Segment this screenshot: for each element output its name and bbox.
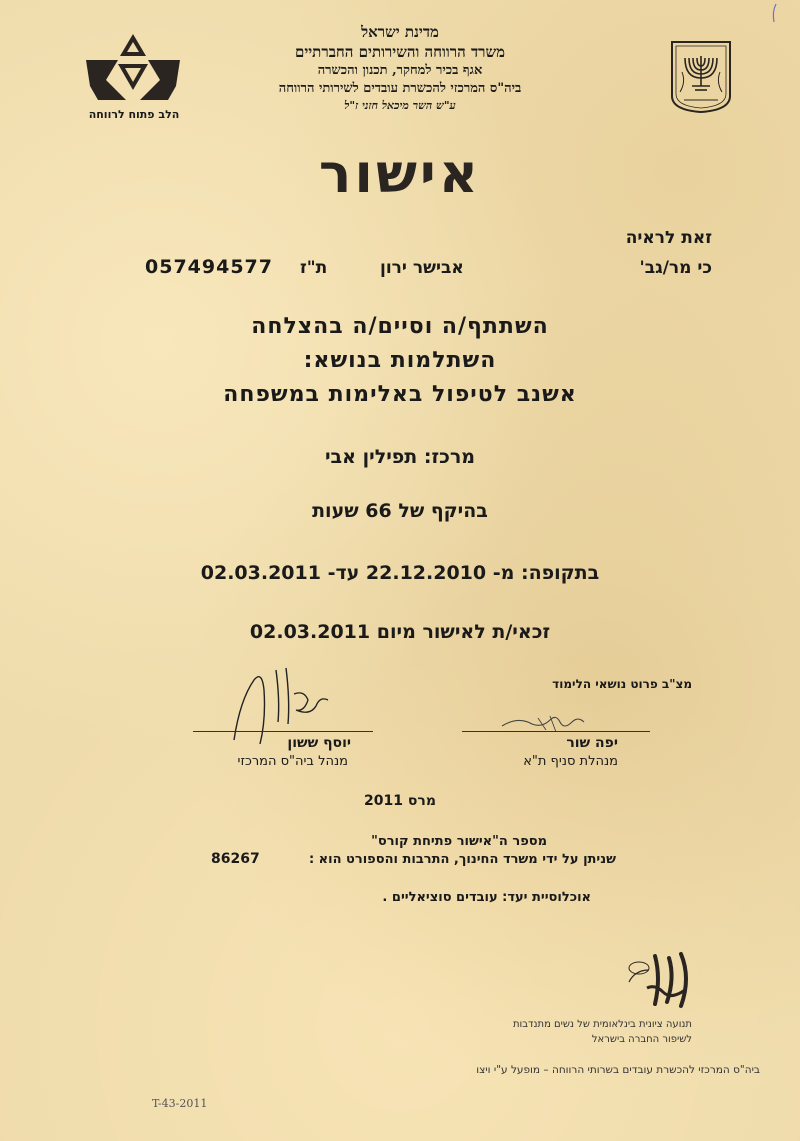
logo-caption: הלב פתוח לרווחה <box>88 108 180 121</box>
ministry-name: משרד הרווחה והשירותים החברתיים <box>294 43 506 61</box>
completed-line: השתתף/ה וסיים/ה בהצלחה <box>251 314 549 339</box>
wizo-caption-2: לשיפור החברה בישראל <box>591 1034 692 1045</box>
school-name: ביה"ס המרכזי להכשרת עובדים לשירותי הרווחה <box>278 81 522 96</box>
to-whom-line: זאת לראיה <box>625 228 712 248</box>
signature-line-right <box>462 731 650 732</box>
entitled-date: זכאי/ת לאישור מיום 02.03.2011 <box>249 621 551 643</box>
wizo-logo-icon <box>625 948 703 1010</box>
course-center: מרכז: תפילין אבי <box>324 446 476 468</box>
welfare-logo-icon <box>78 30 188 102</box>
state-emblem-icon <box>666 36 736 114</box>
form-code: T-43-2011 <box>152 1097 208 1110</box>
division-name: אגף בכיר למחקר, תכנון והכשרה <box>317 63 483 78</box>
signatory-right-title: מנהלת סניף ת"א <box>523 754 618 769</box>
letterhead <box>200 22 600 114</box>
course-subject: אשנב לטיפול באלימות במשפחה <box>223 382 577 407</box>
signatory-left-name: יוסף ששון <box>287 735 351 751</box>
course-approval-line: שניתן על ידי משרד החינוך, התרבות והספורט הוא : <box>308 852 616 867</box>
course-period: בתקופה: מ- 22.12.2010 עד- 02.03.2011 <box>200 562 600 584</box>
state-name: מדינת ישראל <box>361 23 439 41</box>
signatory-right-name: יפה שור <box>566 735 618 751</box>
attached-topics-note: מצ"ב פרוט נושאי הלימוד <box>552 677 692 691</box>
mr-mrs-label: כי מר/גב' <box>639 258 712 278</box>
issue-date: מרס 2011 <box>364 793 436 809</box>
target-audience: אוכלוסיית יעד: עובדים סוציאליים . <box>382 890 591 905</box>
footer-note: ביה"ס המרכזי להכשרת עובדים בשרותי הרווחה – מופעל ע"י ויצו <box>476 1064 760 1076</box>
id-label: ת"ז <box>300 258 328 278</box>
id-number: 057494577 <box>145 256 273 278</box>
corner-pen-mark <box>768 2 788 24</box>
school-named-after: ע"ש השר מיכאל חזני ז"ל <box>344 99 456 112</box>
certificate-title: אישור <box>318 142 482 205</box>
wizo-caption-1: תנועה ציונית בינלאומית של נשים מתנדבות <box>512 1019 692 1030</box>
subject-label: השתלמות בנושא: <box>303 348 497 373</box>
course-approval-label: מספר ה"אישור פתיחת קורס" <box>371 834 547 849</box>
signature-right <box>498 708 608 738</box>
course-scope: בהיקף של 66 שעות <box>312 500 488 522</box>
course-approval-number: 86267 <box>211 851 260 867</box>
recipient-name: אבישר ירון <box>380 258 464 278</box>
signature-line-left <box>193 731 373 732</box>
signatory-left-title: מנהל ביה"ס המרכזי <box>237 754 348 769</box>
